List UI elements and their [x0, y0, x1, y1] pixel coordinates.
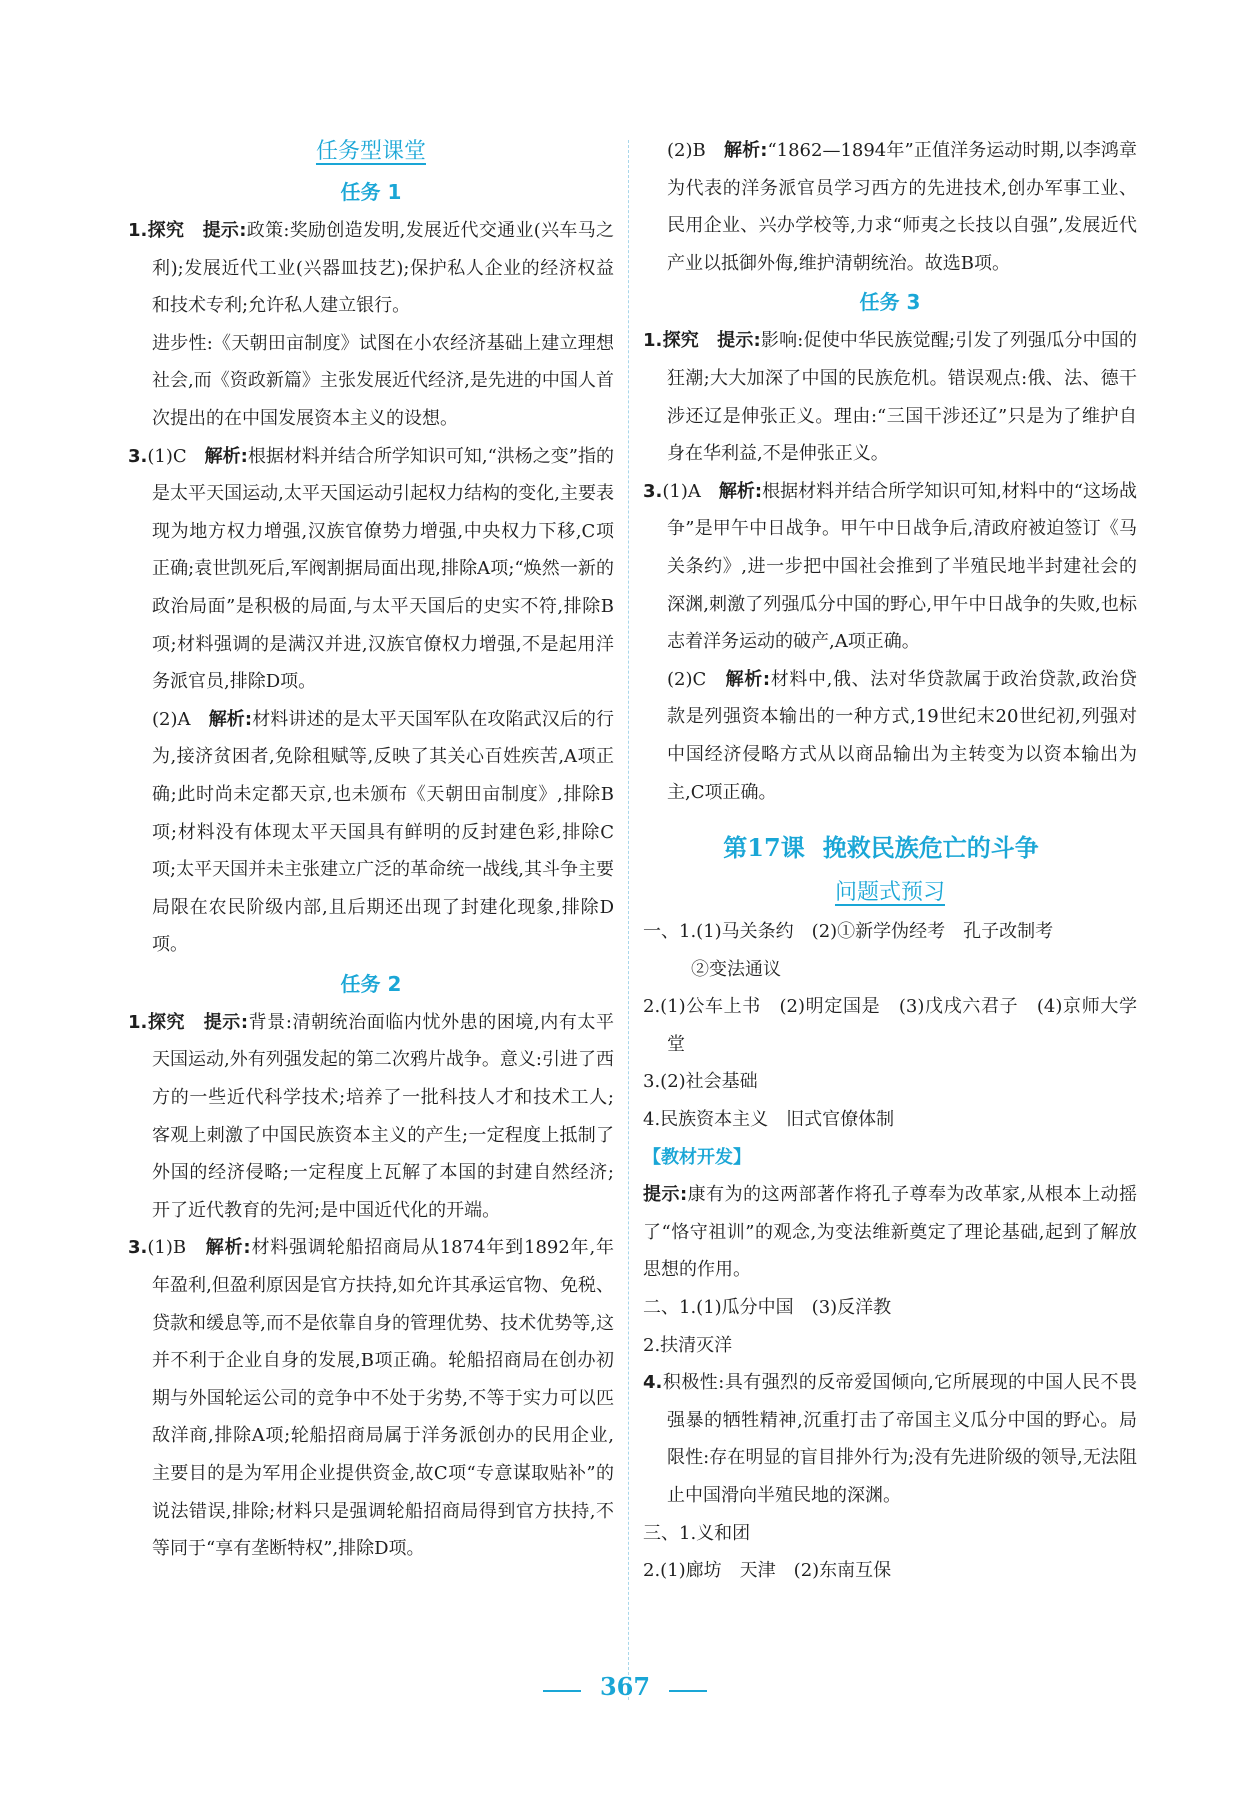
left-column — [128, 132, 614, 1568]
task1-q3-1: 3.(1)C 解析:根据材料并结合所学知识可知,“洪杨之变”指的是太平天国运动,太平天国运动引起权力结构的变化,主要表现为地方权力增强,汉族官僚势力增强,中央权力下移,C项正确;袁世凯死后,军阀割据局面出现,排除A项;“焕然一新的政治局面”是积极的局面,与太平天国后的史实不符,排除B项;材料强调的是满汉并进,汉族官僚权力增强,不是起用洋务派官员,排除D项。 — [128, 445, 615, 693]
part1-item4: 4.民族资本主义 旧式官僚体制 — [643, 1109, 895, 1131]
textbook-dev-text: 提示:康有为的这两部著作将孔子尊奉为改革家,从根本上动摇了“恪守祖训”的观念,为变法维新奠定了理论基础,起到了解放思想的作用。 — [643, 1184, 1137, 1281]
footer-rule-right — [669, 1690, 707, 1692]
task1-q1-progress: 进步性:《天朝田亩制度》试图在小农经济基础上建立理想社会,而《资政新篇》主张发展近代经济,是先进的中国人首次提出的在中国发展资本主义的设想。 — [152, 332, 614, 429]
task1-q3-2: (2)A 解析:材料讲述的是太平天国军队在攻陷武汉后的行为,接济贫困者,免除租赋等,反映了其关心百姓疾苦,A项正确;此时尚未定都天京,也未颁布《天朝田亩制度》,排除B项;材料没有体现太平天国具有鲜明的反封建色彩,排除C项;太平天国并未主张建立广泛的革命统一战线,其斗争主要局限在农民阶级内部,且后期还出现了封建化现象,排除D项。 — [152, 708, 615, 956]
part2-item1: 二、1.(1)瓜分中国 (3)反洋教 — [643, 1297, 892, 1319]
part1-item1-cont: ②变法通议 — [691, 958, 781, 980]
footer-rule-left — [543, 1690, 581, 1692]
column-divider — [628, 140, 629, 1700]
task3-q3-1: 3.(1)A 解析:根据材料并结合所学知识可知,材料中的“这场战争”是甲午中日战争。甲午中日战争后,清政府被迫签订《马关条约》,进一步把中国社会推到了半殖民地半封建社会的深渊,刺激了列强瓜分中国的野心,甲午中日战争的失败,也标志着洋务运动的破产,A项正确。 — [643, 480, 1137, 653]
task2-q3-1: 3.(1)B 解析:材料强调轮船招商局从1874年到1892年,年年盈利,但盈利原因是官方扶持,如允许其承运官物、免税、贷款和缓息等,而不是依靠自身的管理优势、技术优势等,这并不利于企业自身的发展,B项正确。轮船招商局在创办初期与外国轮运公司的竞争中不处于劣势,不等于实力可以匹敌洋商,排除A项;轮船招商局属于洋务派创办的民用企业,主要目的是为军用企业提供资金,故C项“专意谋取贴补”的说法错误,排除;材料只是强调轮船招商局得到官方扶持,不等同于“享有垄断特权”,排除D项。 — [128, 1237, 615, 1560]
page-footer — [0, 1672, 1250, 1701]
lesson-title: 第17课 挽救民族危亡的斗争 — [723, 833, 1039, 863]
page-number: 367 — [599, 1672, 651, 1701]
part2-item2: 2.扶清灭洋 — [643, 1334, 733, 1356]
textbook-dev-tag: 【教材开发】 — [643, 1146, 751, 1168]
part3-item1: 三、1.义和团 — [643, 1522, 751, 1544]
section-heading: 任务型课堂 — [315, 139, 426, 164]
task3-q3-2: (2)C 解析:材料中,俄、法对华贷款属于政治贷款,政治贷款是列强资本输出的一种方式,19世纪末20世纪初,列强对中国经济侵略方式从以商品输出为主转变为以资本输出为主,C项正确。 — [667, 668, 1137, 803]
task-1-heading: 任务 1 — [340, 180, 402, 204]
task3-q1: 1.探究 提示:影响:促使中华民族觉醒;引发了列强瓜分中国的狂潮;大大加深了中国的民族危机。错误观点:俄、法、德干涉还辽是伸张正义。理由:“三国干涉还辽”只是为了维护自身在华利益,不是伸张正义。 — [643, 330, 1138, 465]
task1-q1: 1.探究 提示:政策:奖励创造发明,发展近代交通业(兴车马之利);发展近代工业(兴器皿技艺);保护私人企业的经济权益和技术专利;允许私人建立银行。 — [128, 220, 615, 317]
task-3-heading: 任务 3 — [859, 290, 921, 315]
part2-item4: 4.积极性:具有强烈的反帝爱国倾向,它所展现的中国人民不畏强暴的牺牲精神,沉重打击了帝国主义瓜分中国的野心。局限性:存在明显的盲目排外行为;没有先进阶级的领导,无法阻止中国滑向半殖民地的深渊。 — [643, 1372, 1137, 1506]
task2-q1: 1.探究 提示:背景:清朝统治面临内忧外患的困境,内有太平天国运动,外有列强发起的第二次鸦片战争。意义:引进了西方的一些近代科学技术;培养了一批科技人才和技术工人;客观上刺激了中国民族资本主义的产生;一定程度上抵制了外国的经济侵略;一定程度上瓦解了本国的封建自然经济;开了近代教育的先河;是中国近代化的开端。 — [128, 1011, 615, 1221]
task2-q3-2: (2)B 解析:“1862—1894年”正值洋务运动时期,以李鸿章为代表的洋务派官员学习西方的先进技术,创办军事工业、民用企业、兴办学校等,力求“师夷之长技以自强”,发展近代产业以抵御外侮,维护清朝统治。故选B项。 — [667, 140, 1138, 274]
part1-item1: 一、1.(1)马关条约 (2)①新学伪经考 孔子改制考 — [643, 921, 1054, 943]
part1-item3: 3.(2)社会基础 — [643, 1071, 758, 1093]
task-2-heading: 任务 2 — [340, 971, 402, 996]
part3-item2: 2.(1)廊坊 天津 (2)东南互保 — [643, 1560, 892, 1582]
preview-heading: 问题式预习 — [834, 880, 945, 906]
part1-item2: 2.(1)公车上书 (2)明定国是 (3)戊戌六君子 (4)京师大学堂 — [643, 996, 1137, 1055]
right-column — [643, 132, 1137, 1590]
